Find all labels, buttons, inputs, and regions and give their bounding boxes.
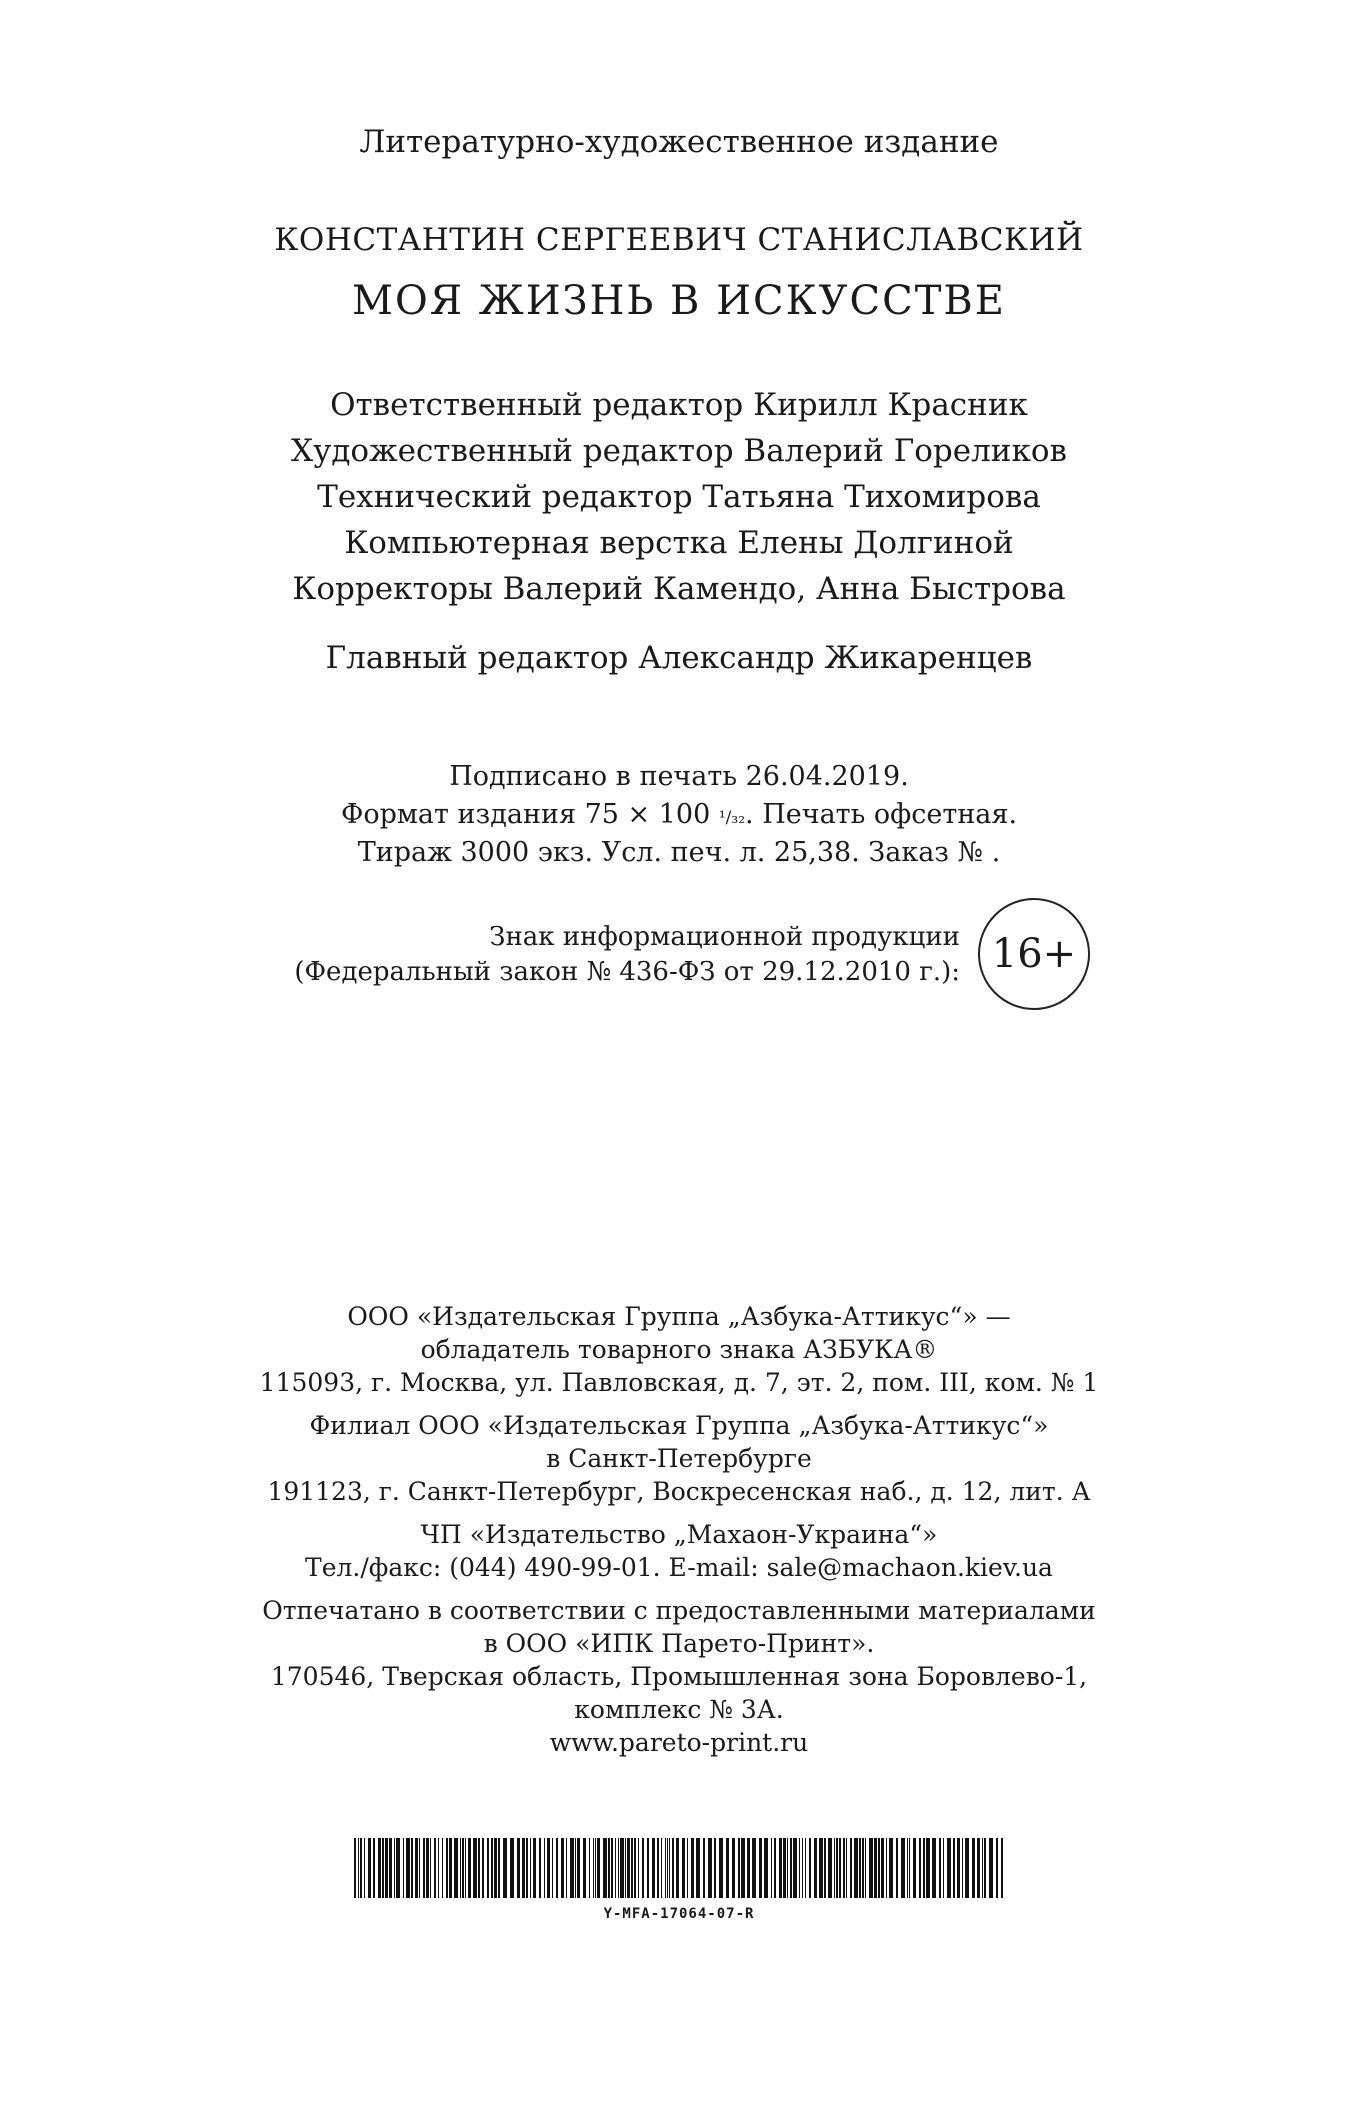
- barcode-bar: [482, 1838, 484, 1898]
- barcode-bar: [498, 1838, 500, 1898]
- barcode-bar: [850, 1838, 852, 1898]
- chief-editor: Главный редактор Александр Жикаренцев: [325, 640, 1033, 676]
- info-mark-text: [200, 920, 960, 990]
- barcode-bar: [869, 1838, 873, 1898]
- barcode-bar: [732, 1838, 735, 1898]
- publisher-line: обладатель товарного знака АЗБУКА®: [420, 1335, 938, 1364]
- barcode-bar: [608, 1838, 610, 1898]
- barcode-bar: [396, 1838, 400, 1898]
- staff-line: Технический редактор Татьяна Тихомирова: [317, 479, 1041, 515]
- barcode-bar: [859, 1838, 861, 1898]
- barcode-bar: [661, 1838, 662, 1898]
- barcode-bar: [665, 1838, 666, 1898]
- barcode-bar: [972, 1838, 975, 1898]
- barcode-bar: [449, 1838, 452, 1898]
- barcode-bar: [394, 1838, 395, 1898]
- barcode-bar: [793, 1838, 797, 1898]
- barcode-bar: [460, 1838, 461, 1898]
- barcode-bar: [687, 1838, 688, 1898]
- barcode-bar: [669, 1838, 670, 1898]
- barcode-bar: [434, 1838, 436, 1898]
- barcode-bar: [982, 1838, 983, 1898]
- barcode-bar: [589, 1838, 590, 1898]
- barcode-bar: [996, 1838, 998, 1898]
- barcode-bar: [603, 1838, 607, 1898]
- barcode-bar: [1001, 1838, 1003, 1898]
- barcode-bar: [957, 1838, 960, 1898]
- barcode-bar: [430, 1838, 431, 1898]
- print-run: Тираж 3000 экз. Усл. печ. л. 25,38. Заказ № .: [357, 837, 1001, 868]
- barcode-bar: [909, 1838, 910, 1898]
- barcode-bar: [487, 1838, 489, 1898]
- barcode-bar: [874, 1838, 877, 1898]
- barcode-bar: [696, 1838, 700, 1898]
- barcode-bar: [667, 1838, 668, 1898]
- barcode-bar: [473, 1838, 477, 1898]
- printer-line: в ООО «ИПК Парето-Принт».: [483, 1629, 875, 1658]
- barcode-bar: [819, 1838, 823, 1898]
- barcode-bar: [406, 1838, 410, 1898]
- barcode-icon: [354, 1838, 1004, 1898]
- barcode-bar: [642, 1838, 644, 1898]
- book-title: МОЯ ЖИЗНЬ В ИСКУССТВЕ: [351, 278, 1006, 324]
- barcode-bar: [634, 1838, 636, 1898]
- barcode-bar: [802, 1838, 803, 1898]
- barcode-bar: [824, 1838, 826, 1898]
- barcode-bar: [703, 1838, 705, 1898]
- barcode-bar: [943, 1838, 944, 1898]
- branch-line: Филиал ООО «Издательская Группа „Азбука-Аттикус“»: [309, 1411, 1049, 1440]
- barcode-bar: [834, 1838, 835, 1898]
- barcode-bar: [442, 1838, 443, 1898]
- barcode-bar: [926, 1838, 930, 1898]
- barcode-bar: [438, 1838, 439, 1898]
- barcode-bar: [566, 1838, 567, 1898]
- barcode-bar: [468, 1838, 471, 1898]
- barcode-bar: [494, 1838, 497, 1898]
- format-fraction: ¹/₃₂: [718, 808, 746, 828]
- branch-line: в Санкт-Петербурге: [546, 1444, 812, 1473]
- barcode-bar: [708, 1838, 712, 1898]
- barcode-bar: [597, 1838, 600, 1898]
- barcode-bar: [570, 1838, 574, 1898]
- barcode-bar: [411, 1838, 413, 1898]
- barcode-bar: [984, 1838, 986, 1898]
- barcode-bar: [360, 1838, 362, 1898]
- barcode-bar: [389, 1838, 392, 1898]
- barcode-bar: [575, 1838, 576, 1898]
- barcode-bar: [977, 1838, 980, 1898]
- printer-address: 170546, Тверская область, Промышленная зона Боровлево-1,: [270, 1662, 1088, 1691]
- barcode-bar: [478, 1838, 480, 1898]
- barcode-bar: [618, 1838, 619, 1898]
- barcode-bar: [759, 1838, 762, 1898]
- barcode-bar: [676, 1838, 679, 1898]
- barcode-bar: [364, 1838, 365, 1898]
- printer-address: комплекс № 3А.: [574, 1695, 784, 1724]
- barcode-bar: [503, 1838, 507, 1898]
- barcode-bar: [714, 1838, 716, 1898]
- barcode-bar: [465, 1838, 466, 1898]
- barcode-bar: [862, 1838, 864, 1898]
- barcode-bar: [774, 1838, 776, 1898]
- barcode-bar: [544, 1838, 545, 1898]
- barcode-bar: [517, 1838, 520, 1898]
- barcode-bar: [719, 1838, 723, 1898]
- barcode-bar: [561, 1838, 564, 1898]
- barcode-bar: [839, 1838, 841, 1898]
- barcode-bar: [595, 1838, 596, 1898]
- barcode-bar: [989, 1838, 993, 1898]
- barcode-bar: [764, 1838, 768, 1898]
- barcode-bar: [657, 1838, 659, 1898]
- barcode-bar: [854, 1838, 858, 1898]
- barcode-bar: [426, 1838, 429, 1898]
- printer-line: Отпечатано в соответствии с предоставленными материалами: [262, 1596, 1096, 1625]
- barcode-bar: [373, 1838, 375, 1898]
- format-suffix: . Печать офсетная.: [745, 799, 1018, 830]
- barcode-bar: [415, 1838, 418, 1898]
- barcode-bar: [953, 1838, 955, 1898]
- barcode-bar: [886, 1838, 887, 1898]
- barcode-bar: [814, 1838, 817, 1898]
- barcode-bar: [522, 1838, 525, 1898]
- barcode-bar: [741, 1838, 745, 1898]
- ukraine-contact: Тел./факс: (044) 490-99-01. E-mail: sale@machaon.kiev.ua: [305, 1553, 1053, 1582]
- barcode-bar: [947, 1838, 951, 1898]
- signed-date: Подписано в печать 26.04.2019.: [449, 761, 909, 792]
- barcode-bar: [510, 1838, 514, 1898]
- barcode-bar: [809, 1838, 811, 1898]
- barcode-bar: [577, 1838, 580, 1898]
- barcode-bar: [783, 1838, 786, 1898]
- barcode-bar: [787, 1838, 788, 1898]
- staff-line: Корректоры Валерий Камендо, Анна Быстрова: [292, 571, 1066, 607]
- staff-line: Ответственный редактор Кирилл Красник: [330, 387, 1028, 423]
- barcode-bar: [611, 1838, 613, 1898]
- barcode-bar: [771, 1838, 772, 1898]
- info-mark-line2: (Федеральный закон № 436-ФЗ от 29.12.2010 г.):: [294, 957, 960, 987]
- barcode-bar: [552, 1838, 553, 1898]
- staff-list: [0, 382, 1358, 612]
- staff-line: Художественный редактор Валерий Гореликов: [291, 433, 1067, 469]
- barcode-bar: [627, 1838, 630, 1898]
- barcode-bar: [403, 1838, 404, 1898]
- barcode-bar: [423, 1838, 425, 1898]
- barcode-bar: [790, 1838, 792, 1898]
- barcode-bar: [647, 1838, 649, 1898]
- age-rating-badge: 16+: [978, 898, 1090, 1010]
- publisher-block: [0, 1300, 1358, 1759]
- barcode-bar: [726, 1838, 729, 1898]
- barcode-bar: [932, 1838, 936, 1898]
- publisher-line: ООО «Издательская Группа „Азбука-Аттикус“» —: [347, 1302, 1011, 1331]
- publisher-address: 115093, г. Москва, ул. Павловская, д. 7, эт. 2, пом. III, ком. № 1: [259, 1368, 1099, 1397]
- barcode-bar: [896, 1838, 898, 1898]
- barcode-bar: [965, 1838, 969, 1898]
- barcode-bar: [385, 1838, 388, 1898]
- barcode-bar: [631, 1838, 633, 1898]
- barcode-bar: [530, 1838, 531, 1898]
- barcode-bar: [799, 1838, 800, 1898]
- barcode-bar: [491, 1838, 493, 1898]
- print-info: [0, 758, 1358, 872]
- format-line: [0, 796, 1358, 834]
- barcode-bar: [805, 1838, 806, 1898]
- staff-line: Компьютерная верстка Елены Долгиной: [344, 525, 1014, 561]
- barcode-bar: [368, 1838, 371, 1898]
- barcode-bar: [878, 1838, 880, 1898]
- barcode-bar: [454, 1838, 458, 1898]
- barcode-bar: [382, 1838, 384, 1898]
- barcode-bar: [901, 1838, 905, 1898]
- barcode-bar: [620, 1838, 624, 1898]
- branch-address: 191123, г. Санкт-Петербург, Воскресенская наб., д. 12, лит. А: [267, 1477, 1091, 1506]
- format-prefix: Формат издания 75 × 100: [340, 799, 719, 830]
- barcode-bar: [923, 1838, 925, 1898]
- barcode-bar: [682, 1838, 685, 1898]
- author-name: КОНСТАНТИН СЕРГЕЕВИЧ СТАНИСЛАВСКИЙ: [274, 222, 1084, 258]
- barcode-bar: [846, 1838, 847, 1898]
- barcode-bar: [907, 1838, 908, 1898]
- barcode-bar: [593, 1838, 594, 1898]
- barcode-bar: [358, 1838, 359, 1898]
- barcode-bar: [419, 1838, 420, 1898]
- barcode-bar: [446, 1838, 448, 1898]
- barcode-bar: [539, 1838, 541, 1898]
- barcode-bar: [625, 1838, 626, 1898]
- barcode-bar: [672, 1838, 674, 1898]
- barcode-bar: [547, 1838, 550, 1898]
- barcode-bar: [779, 1838, 782, 1898]
- barcode-bar: [691, 1838, 694, 1898]
- barcode-bar: [638, 1838, 639, 1898]
- barcode-bar: [747, 1838, 750, 1898]
- barcode-bar: [962, 1838, 963, 1898]
- barcode-bar: [652, 1838, 655, 1898]
- barcode-text: Y-MFA-17064-07-R: [603, 1906, 755, 1922]
- barcode-bar: [836, 1838, 838, 1898]
- barcode-bar: [533, 1838, 536, 1898]
- printer-website: www.pareto-print.ru: [549, 1728, 809, 1757]
- barcode-bar: [881, 1838, 884, 1898]
- barcode-bar: [939, 1838, 941, 1898]
- barcode-bar: [462, 1838, 464, 1898]
- edition-type: Литературно-художественное издание: [359, 124, 999, 160]
- barcode-bar: [913, 1838, 916, 1898]
- barcode-bar: [526, 1838, 528, 1898]
- barcode-bar: [889, 1838, 893, 1898]
- barcode-bar: [752, 1838, 756, 1898]
- barcode-bar: [843, 1838, 845, 1898]
- barcode-bar: [354, 1838, 356, 1898]
- barcode-bar: [556, 1838, 558, 1898]
- barcode-bar: [865, 1838, 866, 1898]
- barcode-bar: [738, 1838, 740, 1898]
- barcode-bar: [615, 1838, 616, 1898]
- barcode-bar: [378, 1838, 381, 1898]
- ukraine-publisher: ЧП «Издательство „Махаон-Украина“»: [420, 1520, 938, 1549]
- info-mark-line1: Знак информационной продукции: [489, 922, 960, 952]
- barcode-bar: [919, 1838, 921, 1898]
- barcode-bar: [828, 1838, 832, 1898]
- barcode-bar: [583, 1838, 586, 1898]
